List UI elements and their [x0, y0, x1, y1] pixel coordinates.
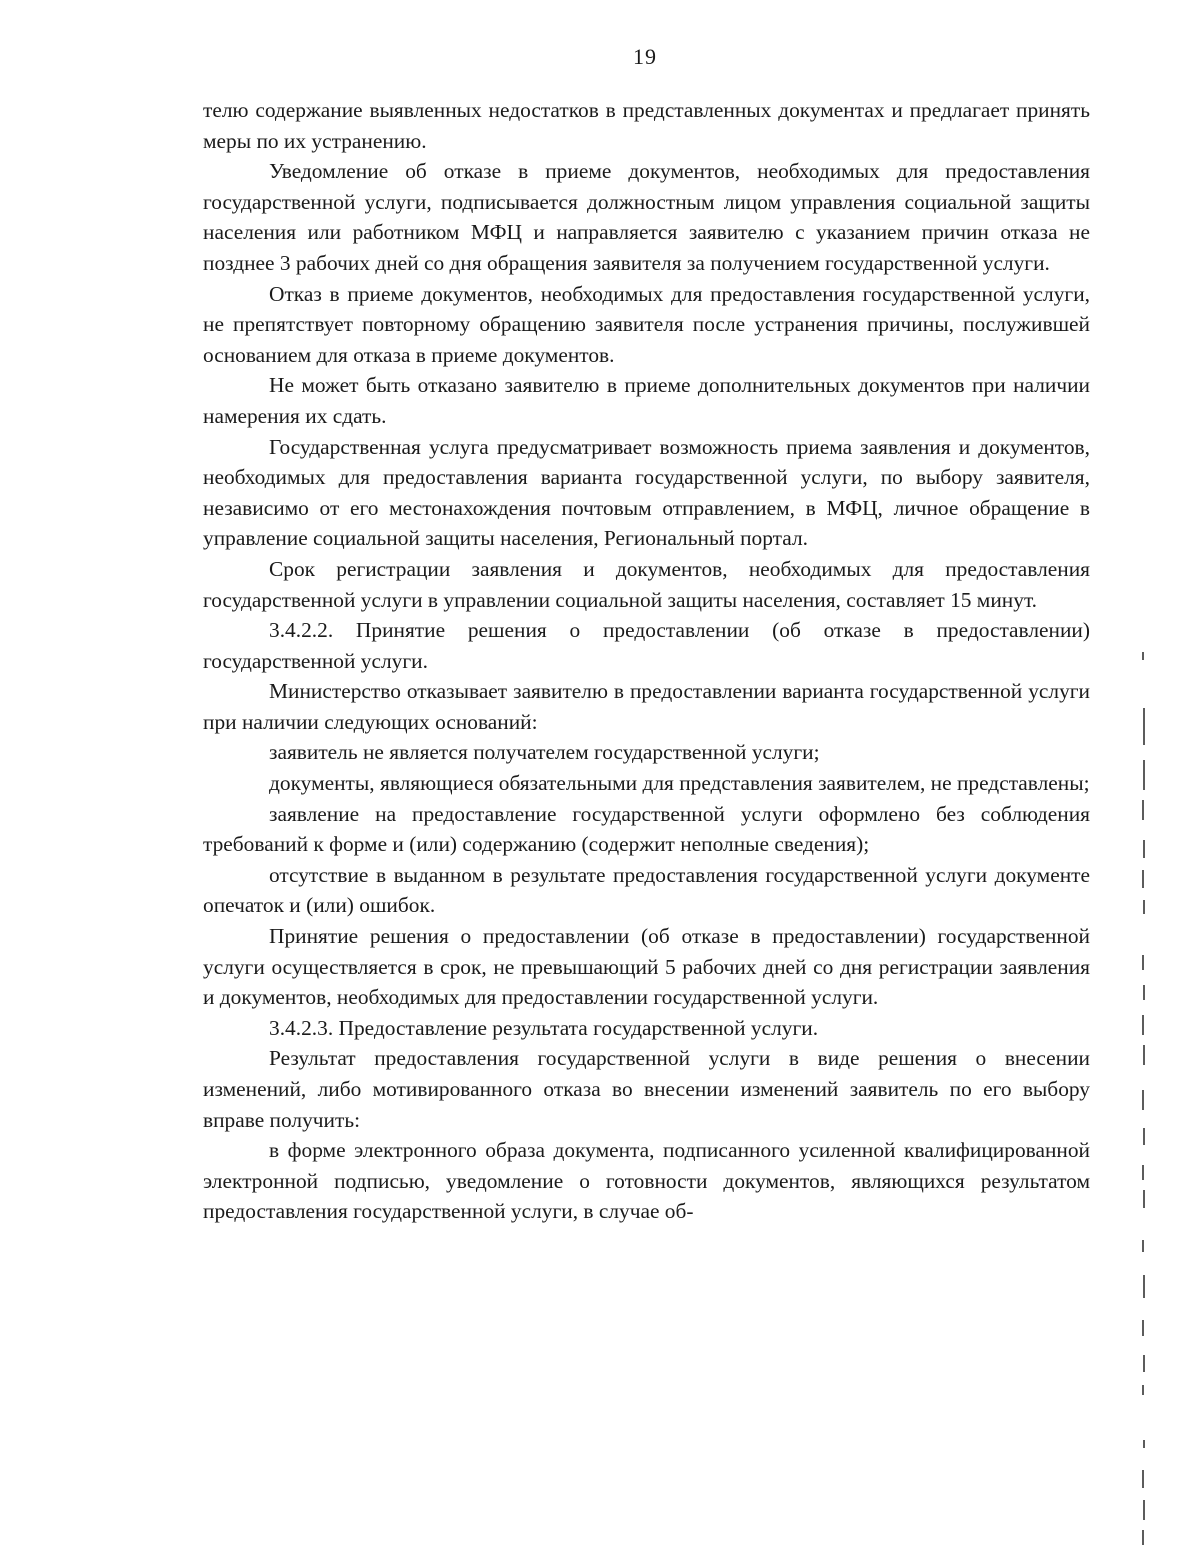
list-item: заявление на предоставление государственной услуги оформлено без соблюдения требований к форме и (или) содержанию (содержит неполные сведения); — [203, 801, 1090, 857]
paragraph: Министерство отказывает заявителю в предоставлении варианта государственной услуги при наличии следующих оснований: — [203, 679, 1090, 734]
document-body — [203, 95, 1090, 1227]
paragraph: в форме электронного образа документа, подписанного усиленной квалифицированной электронной подписью, уведомление о готовности документов, являющихся результатом предоставления государственной услуги, в случае об- — [203, 1138, 1090, 1224]
paragraph: Уведомление об отказе в приеме документов, необходимых для предоставления государственной услуги, подписывается должностным лицом управления социальной защиты населения или работником МФЦ и направляется заявителю с указанием причин отказа не позднее 3 рабочих дней со дня обращения заявителя за получением государственной услуги. — [203, 159, 1090, 275]
paragraph: Отказ в приеме документов, необходимых для предоставления государственной услуги, не препятствует повторному обращению заявителя после устранения причины, послужившей основанием для отказа в приеме документов. — [203, 281, 1090, 367]
list-item: документы, являющиеся обязательными для представления заявителем, не представлены; — [269, 771, 1090, 796]
section-heading: 3.4.2.3. Предоставление результата государственной услуги. — [269, 1015, 819, 1040]
list-item: отсутствие в выданном в результате предоставления государственной услуги документе опечаток и (или) ошибок. — [203, 862, 1090, 918]
paragraph: Не может быть отказано заявителю в приеме дополнительных документов при наличии намерения их сдать. — [203, 373, 1090, 428]
paragraph: Государственная услуга предусматривает возможность приема заявления и документов, необходимых для предоставления варианта государственной услуги, по выбору заявителя, независимо от его местонахождения почтовым отправлением, в МФЦ, личное обращение в управление социальной защиты населения, Региональный портал. — [203, 434, 1090, 551]
section-heading: 3.4.2.2. Принятие решения о предоставлении (об отказе в предоставлении) государственной услуги. — [203, 618, 1090, 673]
paragraph: телю содержание выявленных недостатков в представленных документах и предлагает принять меры по их устранению. — [203, 98, 1090, 153]
page-number: 19 — [633, 44, 657, 69]
paragraph: Результат предоставления государственной услуги в виде решения о внесении изменений, либо мотивированного отказа во внесении изменений заявитель по его выбору вправе получить: — [203, 1046, 1090, 1132]
paragraph: Срок регистрации заявления и документов, необходимых для предоставления государственной услуги в управлении социальной защиты населения, составляет 15 минут. — [203, 556, 1090, 612]
list-item: заявитель не является получателем государственной услуги; — [269, 740, 820, 765]
paragraph: Принятие решения о предоставлении (об отказе в предоставлении) государственной услуги осуществляется в срок, не превышающий 5 рабочих дней со дня регистрации заявления и документов, необходимых для предоставлении государственной услуги. — [203, 924, 1090, 1010]
